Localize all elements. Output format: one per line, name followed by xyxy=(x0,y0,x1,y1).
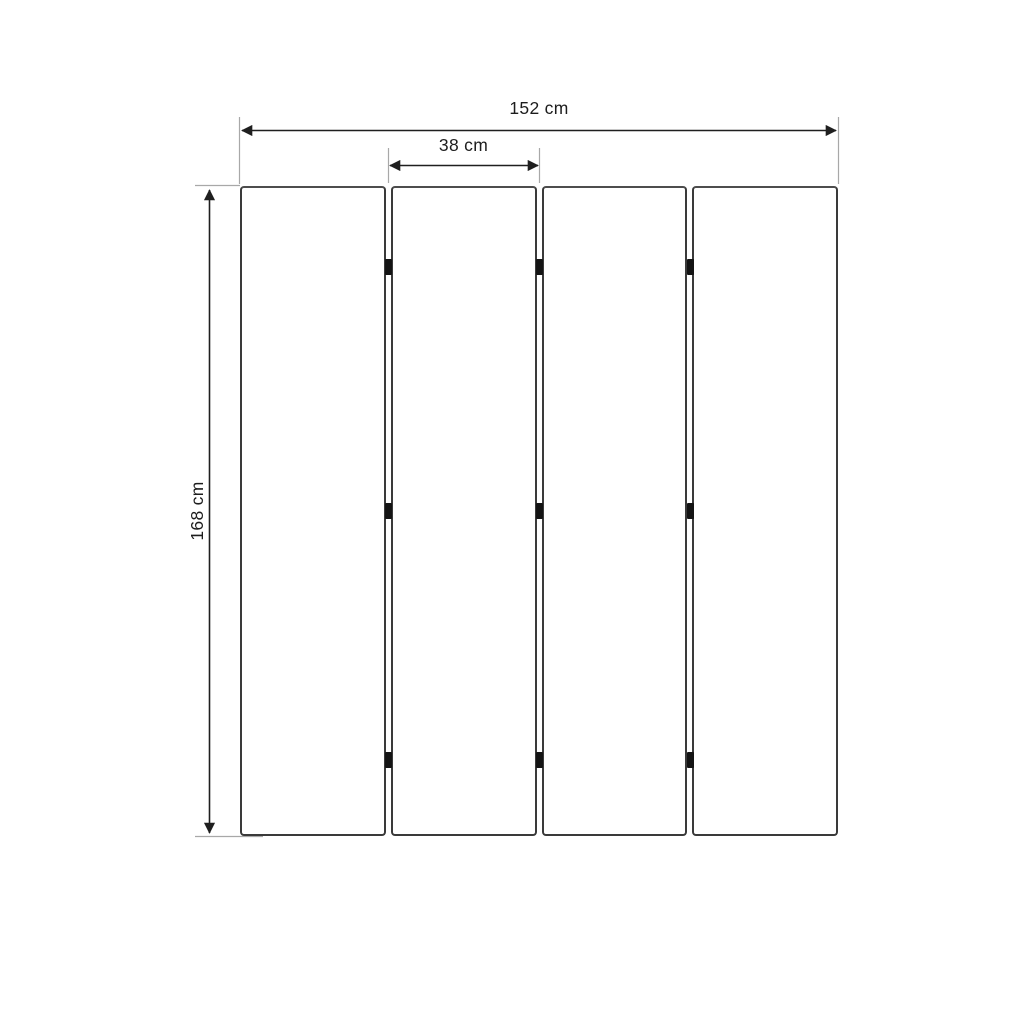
hinge-gap3-row1 xyxy=(687,259,694,275)
hinge-gap2-row1 xyxy=(536,259,543,275)
hinge-gap3-row2 xyxy=(687,503,694,519)
panel-3 xyxy=(542,186,688,836)
panel-2 xyxy=(391,186,537,836)
hinge-gap1-row3 xyxy=(385,752,392,768)
panel-4 xyxy=(692,186,838,836)
hinge-gap3-row3 xyxy=(687,752,694,768)
hinge-gap2-row3 xyxy=(536,752,543,768)
dimension-label-panel-width: 38 cm xyxy=(438,135,489,155)
hinge-gap2-row2 xyxy=(536,503,543,519)
hinge-gap1-row2 xyxy=(385,503,392,519)
panel-1 xyxy=(240,186,386,836)
dimension-label-height: 168 cm xyxy=(187,481,207,541)
dimension-label-total-width: 152 cm xyxy=(509,98,569,118)
hinge-gap1-row1 xyxy=(385,259,392,275)
